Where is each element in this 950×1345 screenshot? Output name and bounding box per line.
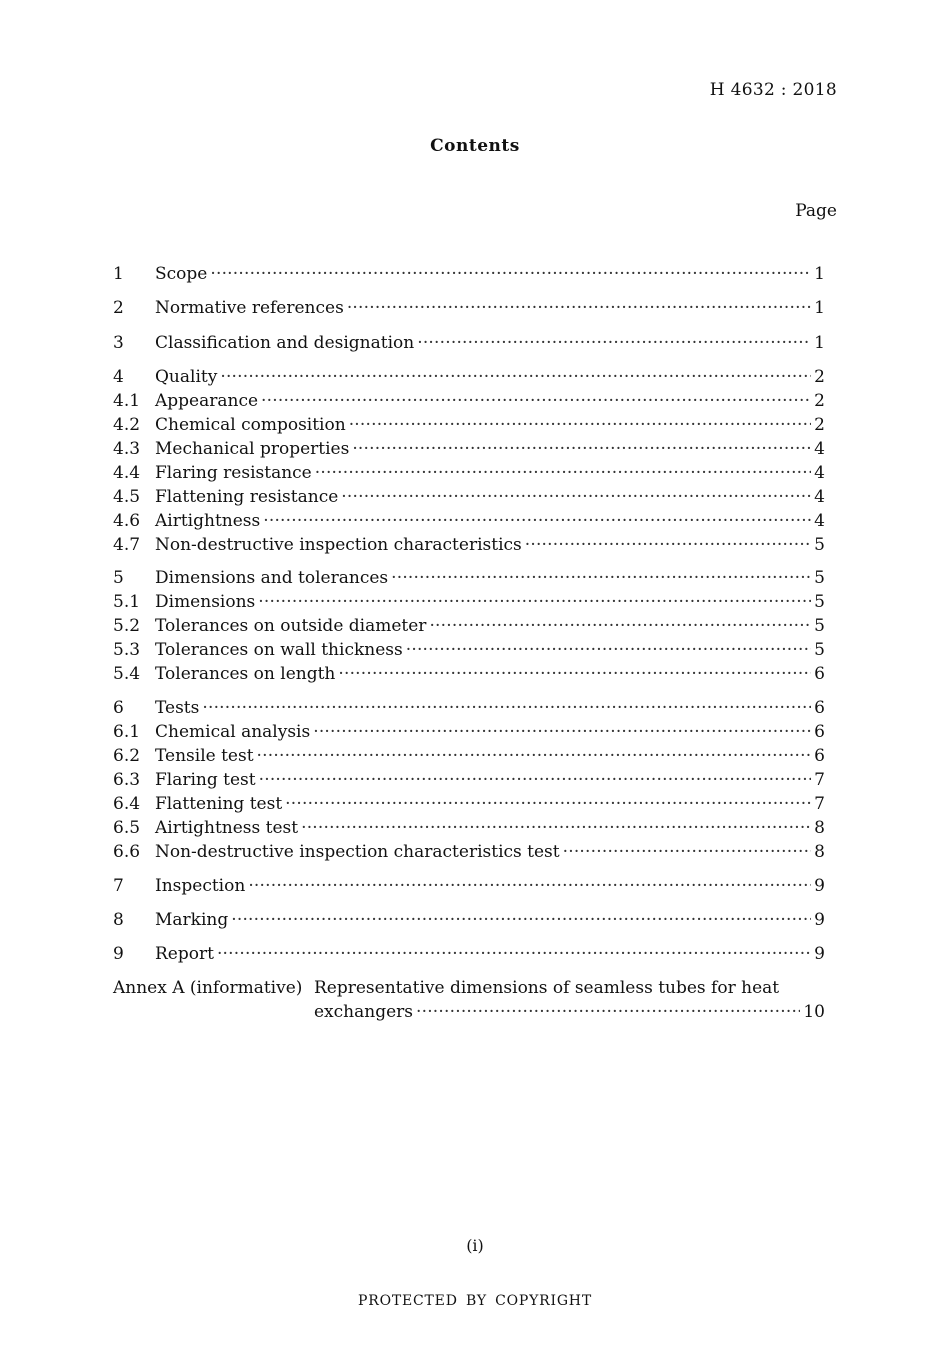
- toc-page-number: 9: [814, 876, 825, 896]
- dot-leader: [258, 592, 811, 612]
- toc-number: 5: [113, 568, 124, 588]
- dot-leader: [259, 770, 812, 790]
- annex-title-line-2: exchangers: [314, 1002, 413, 1022]
- toc-title: Flattening resistance: [155, 487, 339, 507]
- toc-number: 6: [113, 698, 124, 718]
- toc-entry-8[interactable]: [113, 910, 825, 934]
- annex-label: Annex A (informative): [113, 978, 303, 998]
- toc-entry-9[interactable]: [113, 944, 825, 968]
- dot-leader: [563, 842, 812, 862]
- standard-number: H 4632 : 2018: [709, 80, 837, 100]
- toc-number: 6.4: [113, 794, 141, 814]
- toc-number: 5.4: [113, 664, 141, 684]
- dot-leader: [429, 616, 811, 636]
- toc-entry-6[interactable]: [113, 698, 825, 722]
- copyright-notice: PROTECTED BY COPYRIGHT: [358, 1293, 592, 1309]
- toc-number: 6.5: [113, 818, 141, 838]
- dot-leader: [285, 794, 811, 814]
- toc-page-number: 1: [814, 333, 825, 353]
- page-folio: (i): [466, 1236, 484, 1255]
- toc-entry-5[interactable]: [113, 568, 825, 592]
- toc-title: Tolerances on length: [155, 664, 336, 684]
- toc-entry-6-1[interactable]: [113, 722, 825, 746]
- dot-leader: [416, 1002, 800, 1022]
- toc-page-number: 4: [814, 439, 825, 459]
- dot-leader: [301, 818, 811, 838]
- toc-number: 3: [113, 333, 124, 353]
- dot-leader: [406, 640, 811, 660]
- toc-number: 4.6: [113, 511, 141, 531]
- toc-title: Classification and designation: [155, 333, 415, 353]
- toc-number: 6.2: [113, 746, 141, 766]
- toc-number: 6.6: [113, 842, 141, 862]
- toc-title: Tests: [155, 698, 200, 718]
- dot-leader: [263, 511, 811, 531]
- toc-page-number: 1: [814, 298, 825, 318]
- toc-page-number: 5: [814, 568, 825, 588]
- toc-title: Normative references: [155, 298, 344, 318]
- toc-page-number: 6: [814, 746, 825, 766]
- toc-entry-4[interactable]: [113, 367, 825, 391]
- toc-number: 5.1: [113, 592, 141, 612]
- dot-leader: [417, 333, 811, 353]
- toc-page-number: 6: [814, 664, 825, 684]
- toc-entry-6-6[interactable]: [113, 842, 825, 866]
- annex-entry[interactable]: [314, 1002, 825, 1022]
- toc-page-number: 8: [814, 818, 825, 838]
- contents-title: Contents: [430, 136, 520, 156]
- toc-title: Tolerances on wall thickness: [155, 640, 403, 660]
- toc-entry-4-1[interactable]: [113, 391, 825, 415]
- toc-number: 4.3: [113, 439, 141, 459]
- toc-page-number: 6: [814, 722, 825, 742]
- toc-title: Chemical analysis: [155, 722, 311, 742]
- toc-title: Non-destructive inspection characteristics test: [155, 842, 560, 862]
- toc-page-number: 9: [814, 944, 825, 964]
- dot-leader: [261, 391, 811, 411]
- toc-title: Scope: [155, 264, 208, 284]
- toc-title: Dimensions: [155, 592, 256, 612]
- toc-entry-3[interactable]: [113, 333, 825, 357]
- toc-title: Chemical composition: [155, 415, 346, 435]
- toc-title: Mechanical properties: [155, 439, 350, 459]
- toc-entry-4-5[interactable]: [113, 487, 825, 511]
- toc-entry-5-3[interactable]: [113, 640, 825, 664]
- toc-title: Report: [155, 944, 214, 964]
- toc-entry-6-3[interactable]: [113, 770, 825, 794]
- toc-page-number: 8: [814, 842, 825, 862]
- dot-leader: [338, 664, 811, 684]
- dot-leader: [257, 746, 812, 766]
- toc-page-number: 5: [814, 616, 825, 636]
- toc-number: 5.3: [113, 640, 141, 660]
- toc-page-number: 9: [814, 910, 825, 930]
- toc-entry-4-3[interactable]: [113, 439, 825, 463]
- toc-title: Airtightness: [155, 511, 261, 531]
- toc-page-number: 4: [814, 463, 825, 483]
- toc-entry-5-1[interactable]: [113, 592, 825, 616]
- toc-page-number: 2: [814, 391, 825, 411]
- toc-title: Appearance: [155, 391, 259, 411]
- toc-title: Quality: [155, 367, 218, 387]
- dot-leader: [313, 722, 811, 742]
- toc-page-number: 6: [814, 698, 825, 718]
- toc-entry-4-2[interactable]: [113, 415, 825, 439]
- toc-entry-5-4[interactable]: [113, 664, 825, 688]
- toc-entry-5-2[interactable]: [113, 616, 825, 640]
- dot-leader: [341, 487, 811, 507]
- toc-entry-4-4[interactable]: [113, 463, 825, 487]
- annex-title-line-1[interactable]: Representative dimensions of seamless tubes for heat: [314, 978, 780, 998]
- toc-title: Flaring test: [155, 770, 256, 790]
- toc-number: 4.1: [113, 391, 141, 411]
- toc-page-number: 2: [814, 415, 825, 435]
- dot-leader: [391, 568, 811, 588]
- annex-page-number: 10: [803, 1002, 825, 1022]
- toc-page-number: 2: [814, 367, 825, 387]
- dot-leader: [347, 298, 811, 318]
- toc-entry-2[interactable]: [113, 298, 825, 322]
- toc-page-number: 5: [814, 592, 825, 612]
- toc-title: Marking: [155, 910, 229, 930]
- toc-entry-6-4[interactable]: [113, 794, 825, 818]
- toc-entry-6-2[interactable]: [113, 746, 825, 770]
- toc-entry-4-7[interactable]: [113, 535, 825, 559]
- toc-title: Tensile test: [155, 746, 254, 766]
- toc-entry-7[interactable]: [113, 876, 825, 900]
- dot-leader: [231, 910, 811, 930]
- toc-number: 4.5: [113, 487, 141, 507]
- toc-title: Flaring resistance: [155, 463, 312, 483]
- dot-leader: [248, 876, 811, 896]
- dot-leader: [349, 415, 811, 435]
- toc-page-number: 1: [814, 264, 825, 284]
- toc-number: 7: [113, 876, 124, 896]
- toc-number: 4.2: [113, 415, 141, 435]
- toc-number: 9: [113, 944, 124, 964]
- toc-title: Tolerances on outside diameter: [155, 616, 427, 636]
- toc-number: 2: [113, 298, 124, 318]
- toc-page-number: 5: [814, 535, 825, 555]
- dot-leader: [210, 264, 811, 284]
- toc-page-number: 4: [814, 487, 825, 507]
- toc-number: 6.3: [113, 770, 141, 790]
- dot-leader: [220, 367, 811, 387]
- toc-entry-1[interactable]: [113, 264, 825, 288]
- toc-number: 1: [113, 264, 124, 284]
- dot-leader: [217, 944, 811, 964]
- toc-title: Airtightness test: [155, 818, 299, 838]
- dot-leader: [525, 535, 811, 555]
- toc-number: 4: [113, 367, 124, 387]
- toc-page-number: 5: [814, 640, 825, 660]
- dot-leader: [202, 698, 811, 718]
- toc-title: Dimensions and tolerances: [155, 568, 389, 588]
- toc-number: 8: [113, 910, 124, 930]
- dot-leader: [352, 439, 811, 459]
- toc-page-number: 4: [814, 511, 825, 531]
- page-column-label: Page: [795, 201, 837, 221]
- toc-title: Inspection: [155, 876, 246, 896]
- toc-page-number: 7: [814, 770, 825, 790]
- toc-page-number: 7: [814, 794, 825, 814]
- toc-number: 6.1: [113, 722, 141, 742]
- toc-title: Non-destructive inspection characteristics: [155, 535, 522, 555]
- toc-number: 5.2: [113, 616, 141, 636]
- toc-title: Flattening test: [155, 794, 283, 814]
- toc-number: 4.4: [113, 463, 141, 483]
- toc-number: 4.7: [113, 535, 141, 555]
- toc-entry-6-5[interactable]: [113, 818, 825, 842]
- dot-leader: [315, 463, 811, 483]
- toc-entry-4-6[interactable]: [113, 511, 825, 535]
